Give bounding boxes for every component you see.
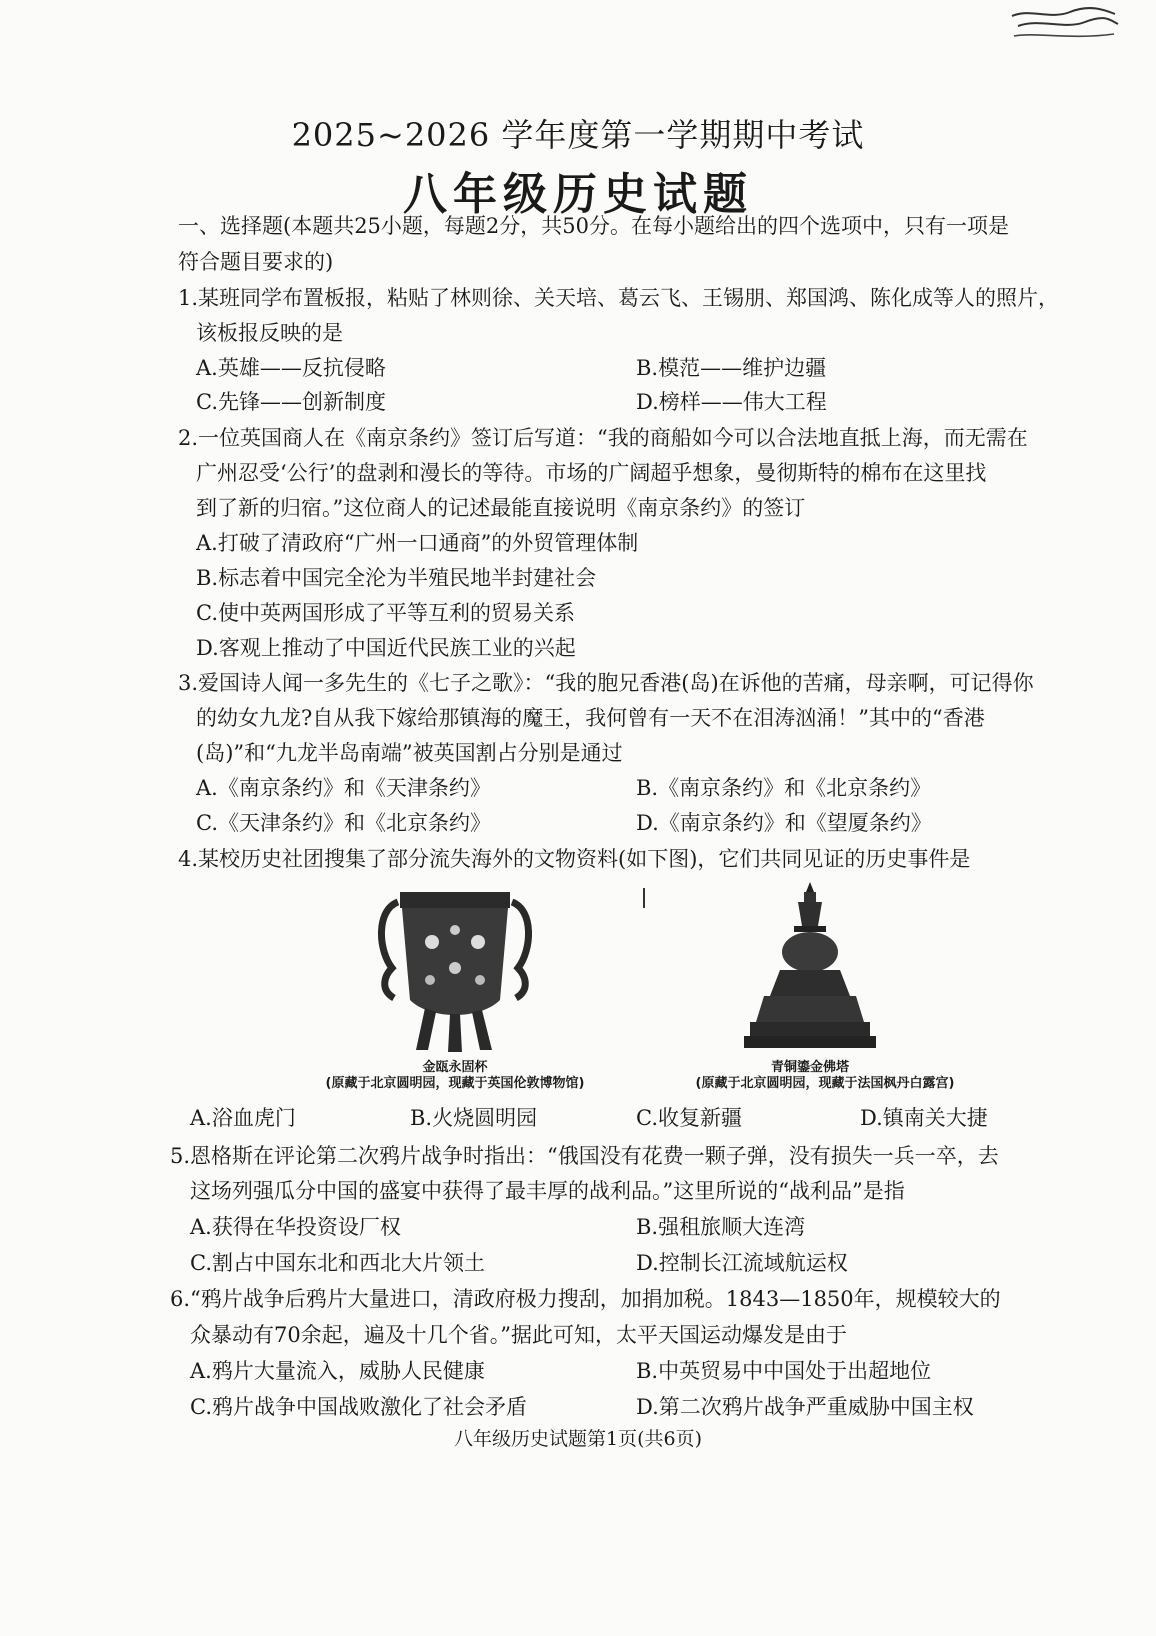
q3-stem-cont2: (岛)”和“九龙半岛南端”被英国割占分别是通过 xyxy=(196,741,623,765)
section-instruction: 一、选择题(本题共25小题，每题2分，共50分。在每小题给出的四个选项中，只有一项是 xyxy=(178,214,1009,238)
section-instruction-cont: 符合题目要求的) xyxy=(178,250,334,274)
q3-stem-cont: 的幼女九龙?自从我下嫁给那镇海的魔王，我何曾有一天不在泪涛汹涌！”其中的“香港 xyxy=(196,706,985,730)
q4-option-d: D.镇南关大捷 xyxy=(860,1106,988,1130)
q3-stem: 3.爱国诗人闻一多先生的《七子之歌》：“我的胞兄香港(岛)在诉他的苦痛，母亲啊，可记得你 xyxy=(178,671,1034,695)
q3-option-b: B.《南京条约》和《北京条约》 xyxy=(636,776,932,800)
q5-option-a: A.获得在华投资设厂权 xyxy=(190,1215,401,1239)
q4-image2-note: (原藏于北京圆明园，现藏于法国枫丹白露宫) xyxy=(695,1076,955,1091)
q4-image1-caption: 金瓯永固杯 xyxy=(422,1060,488,1075)
q1-option-c: C.先锋——创新制度 xyxy=(196,390,386,414)
q5-option-b: B.强租旅顺大连湾 xyxy=(636,1215,806,1239)
q6-option-c: C.鸦片战争中国战败激化了社会矛盾 xyxy=(190,1395,527,1419)
golden-cup-image xyxy=(370,880,540,1060)
bronze-stupa-image xyxy=(740,878,880,1058)
q4-stem: 4.某校历史社团搜集了部分流失海外的文物资料(如下图)，它们共同见证的历史事件是 xyxy=(178,847,971,871)
q1-stem: 1.某班同学布置板报，粘贴了林则徐、关天培、葛云飞、王锡朋、郑国鸿、陈化成等人的照片， xyxy=(178,286,1060,310)
q3-option-d: D.《南京条约》和《望厦条约》 xyxy=(636,811,932,835)
q1-option-d: D.榜样——伟大工程 xyxy=(636,390,827,414)
q2-option-a: A.打破了清政府“广州一口通商”的外贸管理体制 xyxy=(196,531,639,555)
q3-option-a: A.《南京条约》和《天津条约》 xyxy=(196,776,491,800)
q4-image1-note: (原藏于北京圆明园，现藏于英国伦敦博物馆) xyxy=(325,1076,585,1091)
q2-option-c: C.使中英两国形成了平等互利的贸易关系 xyxy=(196,601,575,625)
q6-stem-cont: 众暴动有70余起，遍及十几个省。”据此可知，太平天国运动爆发是由于 xyxy=(190,1323,847,1347)
q4-option-a: A.浴血虎门 xyxy=(190,1106,296,1130)
scan-mark xyxy=(643,888,645,908)
q5-stem: 5.恩格斯在评论第二次鸦片战争时指出：“俄国没有花费一颗子弹，没有损失一兵一卒，去 xyxy=(170,1144,999,1168)
q1-option-b: B.模范——维护边疆 xyxy=(636,356,827,380)
q2-stem: 2.一位英国商人在《南京条约》签订后写道：“我的商船如今可以合法地直抵上海，而无需在 xyxy=(178,426,1028,450)
q5-option-c: C.割占中国东北和西北大片领土 xyxy=(190,1251,485,1275)
q4-option-b: B.火烧圆明园 xyxy=(410,1106,538,1130)
q6-option-d: D.第二次鸦片战争严重威胁中国主权 xyxy=(636,1395,974,1419)
exam-subject-title: 八年级历史试题 xyxy=(403,169,753,220)
exam-title: 2025~2026 学年度第一学期期中考试 xyxy=(291,116,865,154)
q6-option-b: B.中英贸易中中国处于出超地位 xyxy=(636,1359,932,1383)
q6-stem: 6.“鸦片战争后鸦片大量进口，清政府极力搜刮，加捐加税。1843—1850年，规模较大的 xyxy=(170,1287,1001,1311)
q1-option-a: A.英雄——反抗侵略 xyxy=(196,356,386,380)
q2-stem-cont: 广州忍受‘公行’的盘剥和漫长的等待。市场的广阔超乎想象，曼彻斯特的棉布在这里找 xyxy=(196,461,987,485)
q4-image2-caption: 青铜鎏金佛塔 xyxy=(770,1060,849,1075)
q2-stem-cont2: 到了新的归宿。”这位商人的记述最能直接说明《南京条约》的签订 xyxy=(196,496,806,520)
q2-option-b: B.标志着中国完全沦为半殖民地半封建社会 xyxy=(196,566,597,590)
q6-option-a: A.鸦片大量流入，威胁人民健康 xyxy=(190,1359,485,1383)
q5-option-d: D.控制长江流域航运权 xyxy=(636,1251,848,1275)
q2-option-d: D.客观上推动了中国近代民族工业的兴起 xyxy=(196,636,576,660)
q5-stem-cont: 这场列强瓜分中国的盛宴中获得了最丰厚的战利品。”这里所说的“战利品”是指 xyxy=(190,1179,905,1203)
q4-option-c: C.收复新疆 xyxy=(636,1106,742,1130)
q1-stem-cont: 该板报反映的是 xyxy=(196,321,343,345)
handwritten-scribble xyxy=(1010,6,1120,46)
page-footer: 八年级历史试题第1页(共6页) xyxy=(453,1428,702,1450)
q3-option-c: C.《天津条约》和《北京条约》 xyxy=(196,811,491,835)
